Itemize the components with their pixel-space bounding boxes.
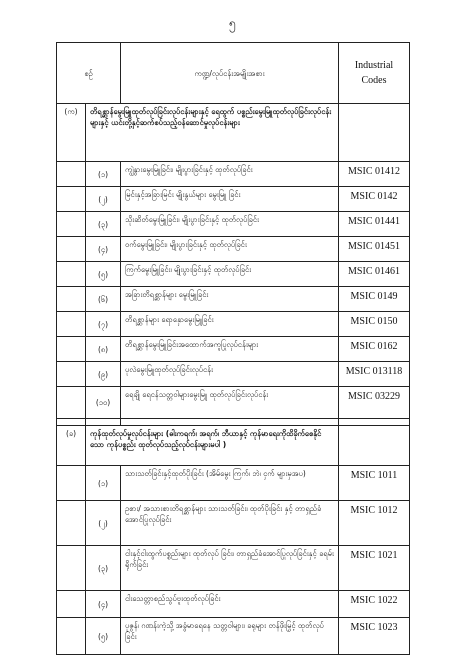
row-spacer xyxy=(57,212,86,237)
row-spacer xyxy=(57,501,86,546)
table-row xyxy=(57,546,410,591)
row-code: MSIC 0142 xyxy=(339,187,410,212)
row-spacer xyxy=(57,262,86,287)
row-spacer xyxy=(57,362,86,387)
section-b-label: (ခ) xyxy=(57,426,86,466)
table-row xyxy=(57,212,410,237)
row-description: ငါးနှင့်ငါးထွက်ပစ္စည်းများ ထုတ်လုပ် ခြင်း၊ တာရှည်ခံအောင်ပြုလုပ်ခြင်းနှင့် ခရမ်းရိုက်ခြင်း xyxy=(121,546,339,591)
row-number: (၇) xyxy=(86,312,121,337)
page-number: ၅ xyxy=(229,16,236,30)
row-description: ပုလဲမွေးမြူထုတ်လုပ်ခြင်းလုပ်ငန်း xyxy=(121,362,339,387)
row-description: အခြားတိရစ္ဆာန်များ မွေးမြူခြင်း xyxy=(121,287,339,312)
row-code: MSIC 03229 xyxy=(339,387,410,419)
row-code: MSIC 01461 xyxy=(339,262,410,287)
spacer-cell xyxy=(339,419,410,426)
row-description: တိရစ္ဆာန်များ ရောနှောမွေးမြူခြင်း xyxy=(121,312,339,337)
row-spacer xyxy=(57,466,86,501)
row-number: (၉) xyxy=(86,362,121,387)
header-description: ကဏ္ဍ/လုပ်ငန်းအမျိုးအစား xyxy=(121,43,339,104)
section-a-code-empty xyxy=(339,104,410,162)
section-b-row xyxy=(57,426,410,466)
header-codes: Industrial Codes xyxy=(339,43,410,104)
table-row xyxy=(57,287,410,312)
header-no: စဉ် xyxy=(57,43,121,104)
row-description: ကျွဲနွားမွေးမြူခြင်း၊ မျိုးပွားခြင်းနှင့် ထုတ်လုပ်ခြင်း xyxy=(121,162,339,187)
row-number: (၂) xyxy=(86,501,121,546)
row-code: MSIC 01412 xyxy=(339,162,410,187)
table-row xyxy=(57,262,410,287)
row-number: (၁) xyxy=(86,162,121,187)
row-description: မြင်းနှင့်အခြားမြင်း မျိုးနွယ်များ မွေးမြူ ခြင်း xyxy=(121,187,339,212)
row-code: MSIC 1021 xyxy=(339,546,410,591)
table-header-row xyxy=(57,43,410,104)
row-code: MSIC 1011 xyxy=(339,466,410,501)
industry-codes-table xyxy=(56,42,410,655)
row-spacer xyxy=(57,546,86,591)
row-code: MSIC 1012 xyxy=(339,501,410,546)
row-description: ကြက်မွေးမြူခြင်း၊ မျိုးပွားခြင်းနှင့် ထုတ်လုပ်ခြင်း xyxy=(121,262,339,287)
row-code: MSIC 0150 xyxy=(339,312,410,337)
row-code: MSIC 0162 xyxy=(339,337,410,362)
row-spacer xyxy=(57,618,86,655)
row-description: ပုဇွန်၊ ဂဏန်းကဲ့သို့ အခွံမာရေနေ သတ္တဝါများ၊ ခရုများ တန်ဖိုးမြှင့် ထုတ်လုပ်ခြင်း xyxy=(121,618,339,655)
spacer-cell xyxy=(57,419,86,426)
row-code: MSIC 013118 xyxy=(339,362,410,387)
row-code: MSIC 0149 xyxy=(339,287,410,312)
table-row xyxy=(57,591,410,618)
row-code: MSIC 01441 xyxy=(339,212,410,237)
row-number: (၁) xyxy=(86,466,121,501)
row-description: ဥစား/ အသားစားတိရစ္ဆာန်များ သားသတ်ခြင်း၊ ထုတ်ပိုးခြင်း နှင့် တာရှည်ခံအောင်ပြုလုပ်ခြင်း xyxy=(121,501,339,546)
row-spacer xyxy=(57,591,86,618)
section-a-label: (က) xyxy=(57,104,86,162)
section-a-row xyxy=(57,104,410,162)
table-row xyxy=(57,618,410,655)
row-number: (၃) xyxy=(86,546,121,591)
row-number: (၈) xyxy=(86,337,121,362)
row-spacer xyxy=(57,237,86,262)
row-number: (၂) xyxy=(86,187,121,212)
section-b-title: ကုန်ထုတ်လုပ်မှုလုပ်ငန်းများ (ဓါးကရက်၊ အရက်၊ ဘီယာနှင့် ကုန်မာရေးကိုထိခိုက်စေနိုင်သော ကုန်ပစ္စည်း ထုတ်လုပ်သည့်လုပ်ငန်းများမပါ ) xyxy=(86,426,339,466)
row-description: ငါးသေတ္တာစည်သွပ်ဗူးထုတ်လုပ်ခြင်း xyxy=(121,591,339,618)
row-spacer xyxy=(57,287,86,312)
table-row xyxy=(57,466,410,501)
row-spacer xyxy=(57,337,86,362)
section-b-code-empty xyxy=(339,426,410,466)
table-row xyxy=(57,312,410,337)
row-number: (၆) xyxy=(86,287,121,312)
row-code: MSIC 1023 xyxy=(339,618,410,655)
row-code: MSIC 01451 xyxy=(339,237,410,262)
row-number: (၄) xyxy=(86,237,121,262)
row-spacer xyxy=(57,387,86,419)
row-number: (၁၀) xyxy=(86,387,121,419)
row-description: တိရစ္ဆာန်မွေးမြူခြင်းအထောက်အကူပြုလုပ်ငန်းများ xyxy=(121,337,339,362)
row-code: MSIC 1022 xyxy=(339,591,410,618)
row-number: (၄) xyxy=(86,591,121,618)
row-spacer xyxy=(57,162,86,187)
row-number: (၅) xyxy=(86,262,121,287)
row-description: ရေချို ရေငန်သတ္တဝါများမွေးမြူ ထုတ်လုပ်ခြင်းလုပ်ငန်း xyxy=(121,387,339,419)
table-row xyxy=(57,501,410,546)
table-row xyxy=(57,387,410,419)
spacer-cell xyxy=(121,419,339,426)
row-number: (၃) xyxy=(86,212,121,237)
row-number: (၅) xyxy=(86,618,121,655)
row-spacer xyxy=(57,187,86,212)
table-row xyxy=(57,337,410,362)
row-description: သားသတ်ခြင်းနှင့်ထုတ်ပိုးခြင်း (အိမ်မွေး ကြက်၊ ဘဲ၊ ငှက် များမှအပ) xyxy=(121,466,339,501)
table-row xyxy=(57,187,410,212)
table-row xyxy=(57,237,410,262)
spacer-row xyxy=(57,419,410,426)
table-row xyxy=(57,162,410,187)
section-a-title: တိရစ္ဆာန်မွေးမြူထုတ်လုပ်ခြင်းလုပ်ငန်းများနှင့် ရေထွက် ပစ္စည်းမွေးမြူထုတ်လုပ်ခြင်းလုပ်ငန်းများနှင့် ယင်းတို့နှင့်ဆက်စပ်သည့်ဝန်ဆောင်မှုလုပ်ငန်းများ xyxy=(86,104,339,162)
table-row xyxy=(57,362,410,387)
row-spacer xyxy=(57,312,86,337)
spacer-cell xyxy=(86,419,121,426)
row-description: သိုးဆိတ်မွေးမြူခြင်း၊ မျိုးပွားခြင်းနှင့် ထုတ်လုပ်ခြင်း xyxy=(121,212,339,237)
row-description: ဝက်မွေးမြူခြင်း၊ မျိုးပွားခြင်းနှင့် ထုတ်လုပ်ခြင်း xyxy=(121,237,339,262)
